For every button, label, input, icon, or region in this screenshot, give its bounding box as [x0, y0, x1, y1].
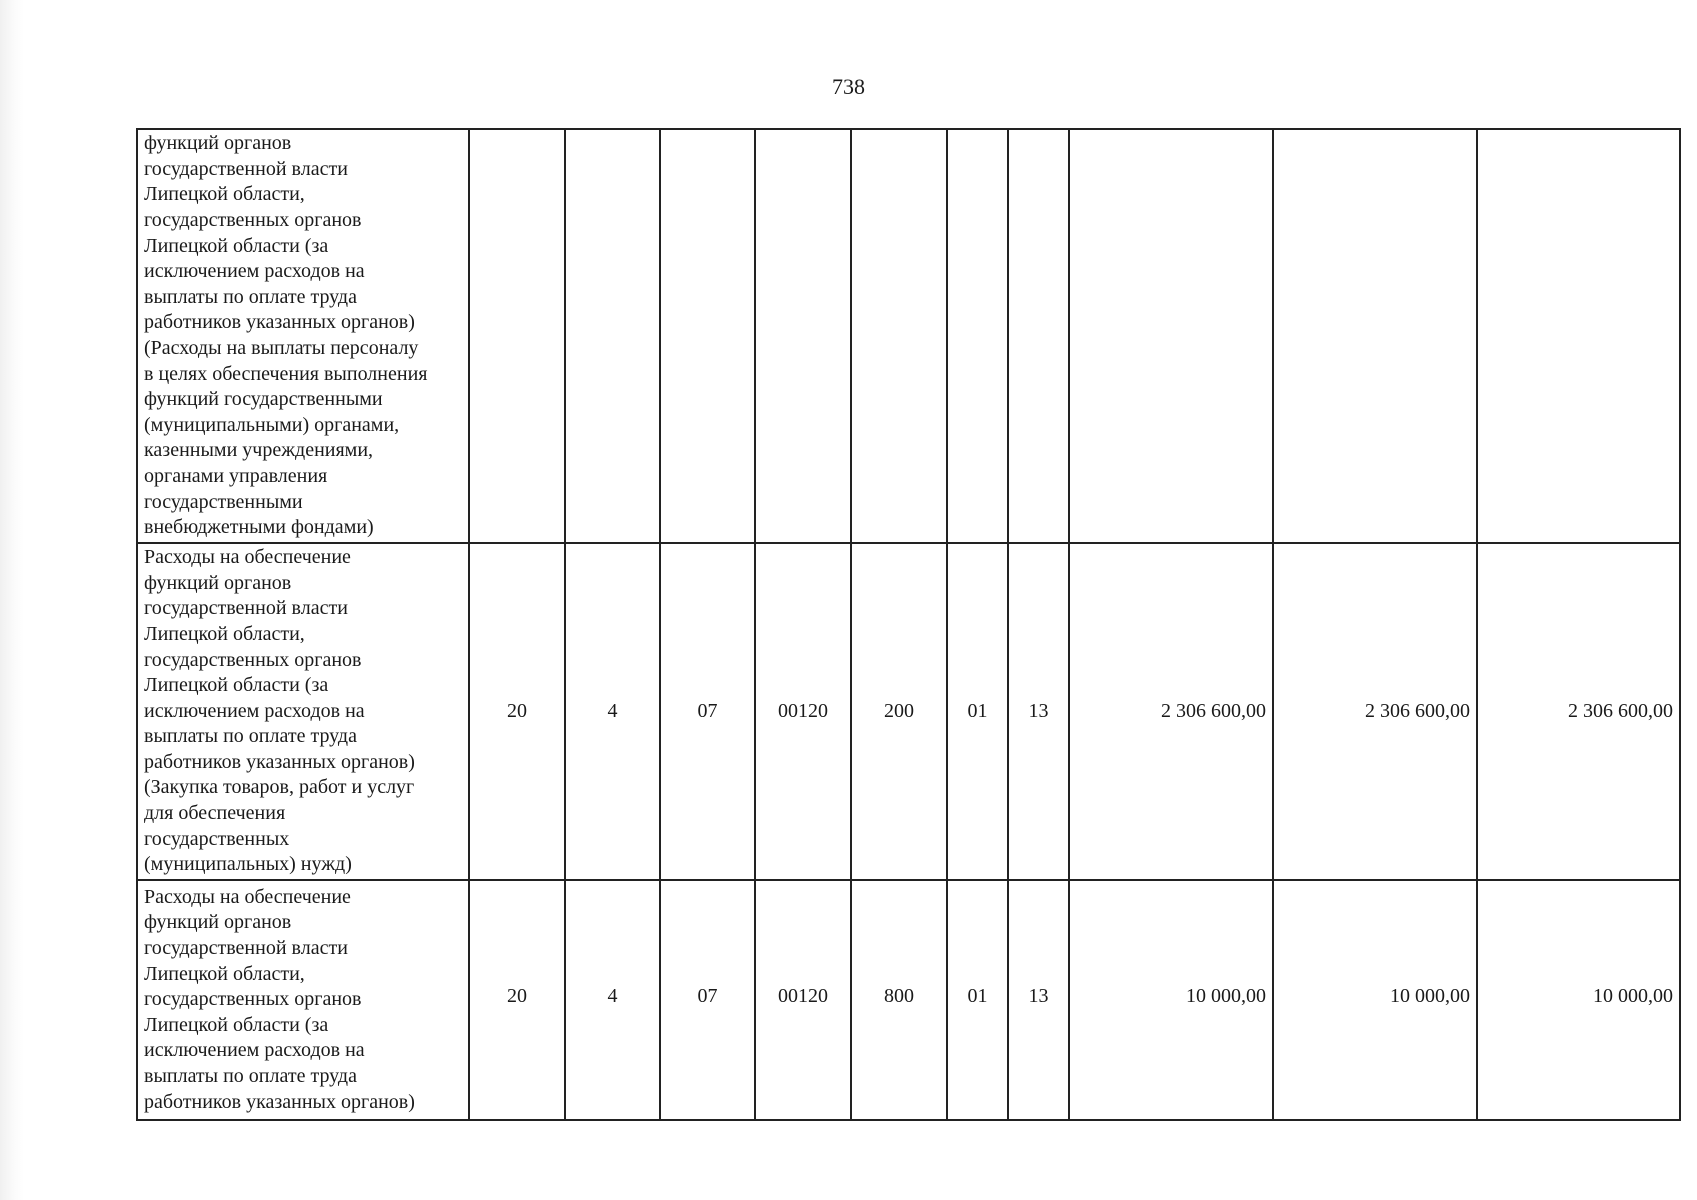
table-row [137, 129, 1680, 543]
code-cell [565, 129, 660, 543]
code-cell: 4 [565, 543, 660, 880]
code-cell [469, 129, 565, 543]
table-row [137, 880, 1680, 1120]
code-cell: 07 [660, 880, 755, 1120]
code-cell: 13 [1008, 543, 1069, 880]
amount-cell [1273, 129, 1477, 543]
code-cell: 00120 [755, 880, 851, 1120]
code-cell [851, 129, 947, 543]
code-cell [947, 129, 1008, 543]
amount-cell [1069, 129, 1273, 543]
code-cell: 00120 [755, 543, 851, 880]
code-cell: 4 [565, 880, 660, 1120]
row-description: функций органов государственной власти Липецкой области, государственных органов Липецкой области (за исключением расходов на выплаты по оплате труда работников указанных органов) (Расходы на выплаты персоналу в целях обеспечения выполнения функций государственными (муниципальными) органами, казенными учреждениями, органами управления государственными внебюджетными фондами) [137, 129, 469, 543]
code-cell: 07 [660, 543, 755, 880]
amount-cell: 10 000,00 [1273, 880, 1477, 1120]
code-cell [660, 129, 755, 543]
code-cell: 13 [1008, 880, 1069, 1120]
code-cell: 20 [469, 543, 565, 880]
table-row [137, 543, 1680, 880]
code-cell: 01 [947, 880, 1008, 1120]
amount-cell: 2 306 600,00 [1069, 543, 1273, 880]
code-cell: 800 [851, 880, 947, 1120]
page-number: 738 [832, 74, 865, 99]
code-cell [755, 129, 851, 543]
code-cell: 01 [947, 543, 1008, 880]
amount-cell: 10 000,00 [1069, 880, 1273, 1120]
amount-cell: 10 000,00 [1477, 880, 1680, 1120]
code-cell: 200 [851, 543, 947, 880]
amount-cell: 2 306 600,00 [1477, 543, 1680, 880]
budget-table [136, 128, 1681, 1121]
amount-cell [1477, 129, 1680, 543]
code-cell: 20 [469, 880, 565, 1120]
code-cell [1008, 129, 1069, 543]
scan-edge-shadow [0, 0, 24, 1200]
row-description: Расходы на обеспечение функций органов государственной власти Липецкой области, государственных органов Липецкой области (за исключением расходов на выплаты по оплате труда работников указанных органов) [137, 880, 469, 1120]
row-description: Расходы на обеспечение функций органов государственной власти Липецкой области, государственных органов Липецкой области (за исключением расходов на выплаты по оплате труда работников указанных органов) (Закупка товаров, работ и услуг для обеспечения государственных (муниципальных) нужд) [137, 543, 469, 880]
amount-cell: 2 306 600,00 [1273, 543, 1477, 880]
